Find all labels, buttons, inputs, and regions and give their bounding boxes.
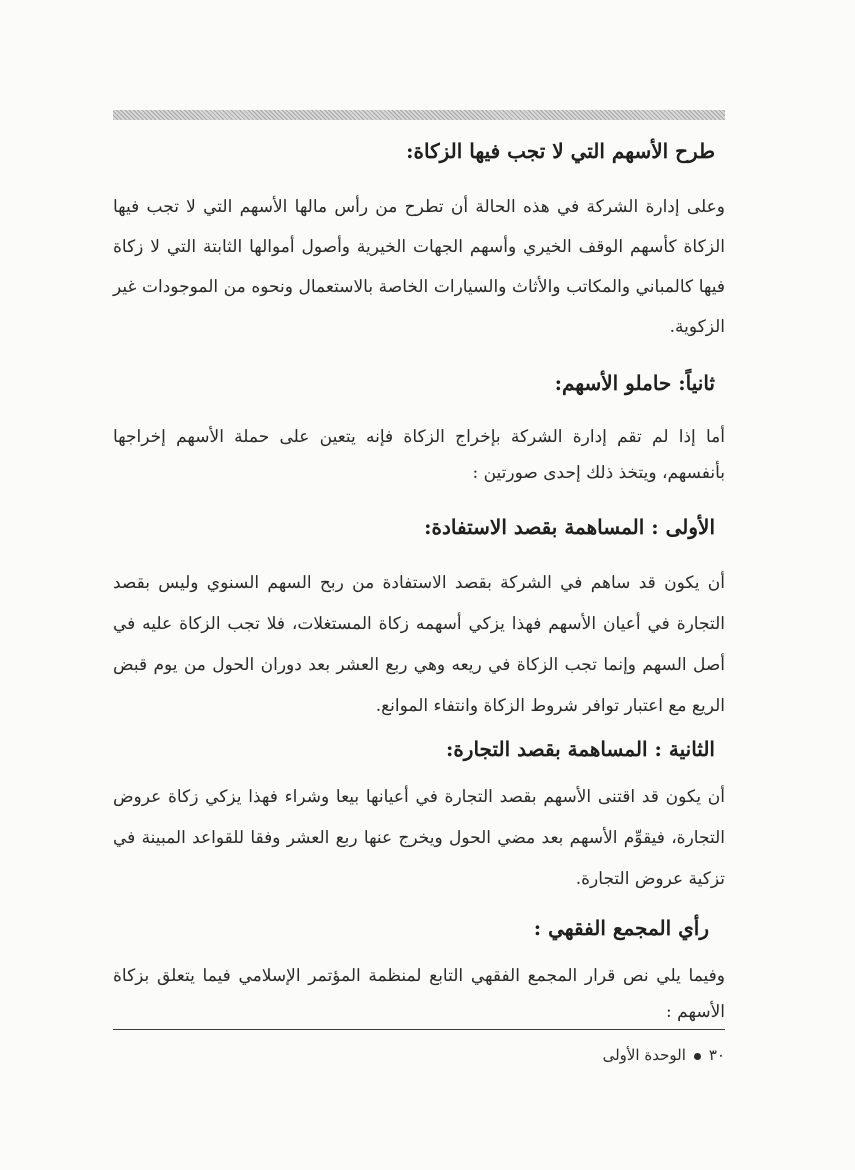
- unit-title: الوحدة الأولى: [602, 1046, 686, 1064]
- page-footer: [603, 1046, 725, 1064]
- header-decorative-bar: [113, 110, 725, 120]
- paragraph: أما إذا لم تقم إدارة الشركة بإخراج الزكاة فإنه يتعين على حملة الأسهم إخراجها بأنفسهم، ويتخذ ذلك إحدى صورتين :: [113, 427, 725, 483]
- paragraph: أن يكون قد اقتنى الأسهم بقصد التجارة في أعيانها بيعا وشراء فهذا يزكي زكاة عروض التجارة، فيقوِّم الأسهم بعد مضي الحول ويخرج عنها ربع العشر وفقا للقواعد المبينة في تزكية عروض التجارة.: [113, 787, 725, 889]
- paragraph: وفيما يلي نص قرار المجمع الفقهي التابع لمنظمة المؤتمر الإسلامي فيما يتعلق بزكاة الأسهم :: [113, 966, 725, 1022]
- section-heading: الأولى : المساهمة بقصد الاستفادة:: [424, 515, 715, 539]
- footer-rule: [113, 1029, 725, 1030]
- section-heading: رأي المجمع الفقهي :: [533, 916, 709, 940]
- section-heading: الثانية : المساهمة بقصد التجارة:: [445, 737, 715, 761]
- bullet-icon: [694, 1053, 701, 1060]
- section-heading: ثانياً: حاملو الأسهم:: [554, 371, 715, 395]
- paragraph: وعلى إدارة الشركة في هذه الحالة أن تطرح من رأس مالها الأسهم التي لا تجب فيها الزكاة كأسهم الوقف الخيري وأسهم الجهات الخيرية وأصول أموالها الثابتة التي لا زكاة فيها كالمباني والمكاتب والأثاث والسيارات الخاصة بالاستعمال ونحوه من الموجودات غير الزكوية.: [113, 197, 725, 337]
- paragraph: أن يكون قد ساهم في الشركة بقصد الاستفادة من ربح السهم السنوي وليس بقصد التجارة في أعيان الأسهم فهذا يزكي أسهمه زكاة المستغلات، فلا تجب الزكاة عليه في أصل السهم وإنما تجب الزكاة في ريعه وهي ربع العشر بعد دوران الحول من يوم قبض الريع مع اعتبار توافر شروط الزكاة وانتفاء الموانع.: [113, 573, 725, 716]
- page-number: ٣٠: [708, 1046, 725, 1064]
- page-content: [113, 125, 725, 1030]
- section-heading: طرح الأسهم التي لا تجب فيها الزكاة:: [406, 139, 715, 163]
